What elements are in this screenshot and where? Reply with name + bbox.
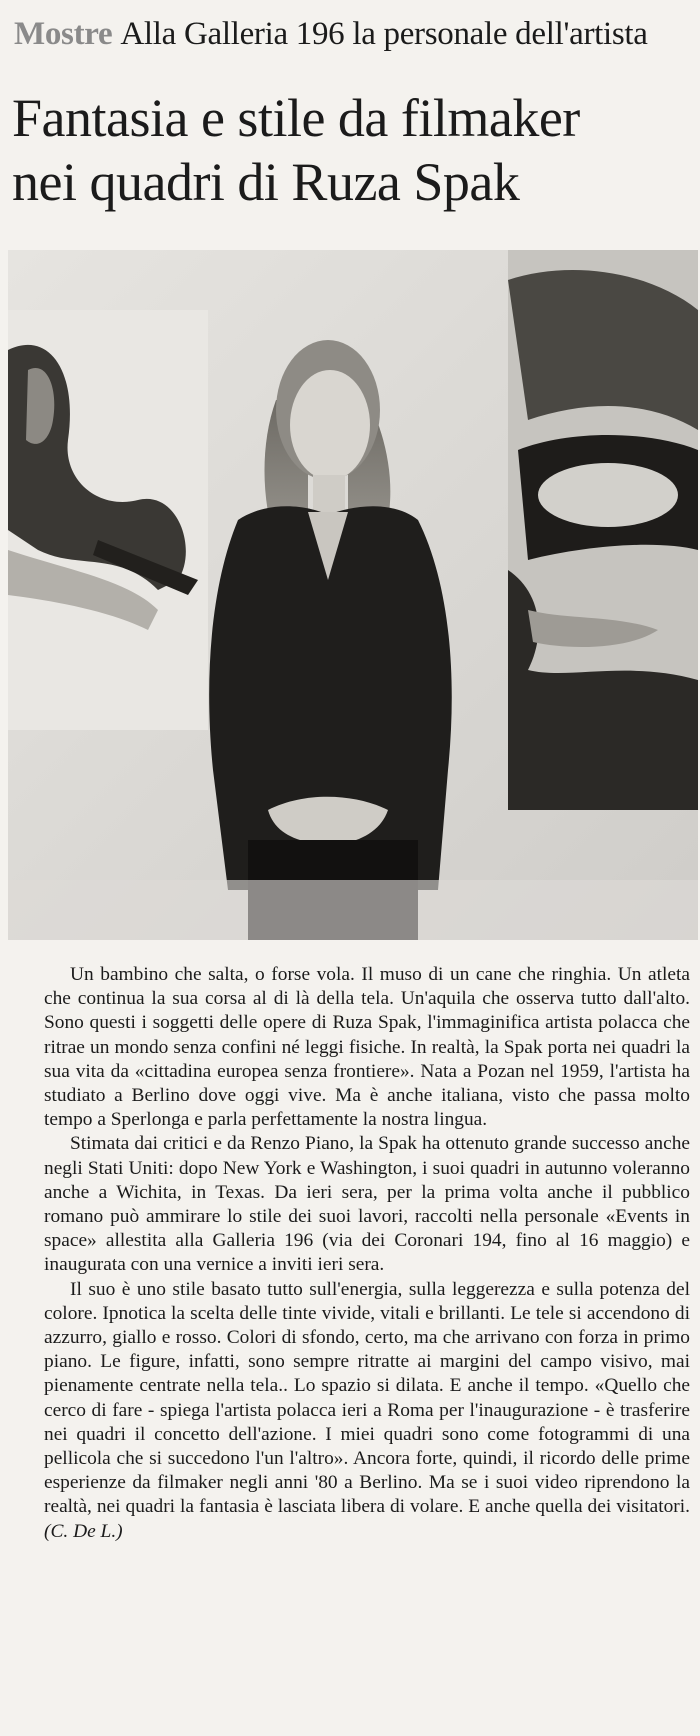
- body-paragraph-2: Stimata dai critici e da Renzo Piano, la Spak ha ottenuto grande successo anche negli Stati Uniti: dopo New York e Washington, i suoi quadri in autunno voleranno anche a Wichita, in Texas. Da ieri sera, per la prima volta anche il pubblico romano può ammirare lo stile dei suoi lavori, raccolti nella personale «Events in space» allestita alla Galleria 196 (via dei Coronari 194, fino al 16 maggio) e inaugurata con una vernice a inviti ieri sera.: [44, 1133, 690, 1276]
- headline-line-2: nei quadri di Ruza Spak: [12, 152, 520, 212]
- article-kicker: [14, 14, 694, 54]
- photo-illustration: [8, 250, 698, 940]
- section-label: Mostre: [14, 16, 113, 52]
- headline-line-1: Fantasia e stile da filmaker: [12, 88, 580, 148]
- body-paragraph-3: [44, 1278, 690, 1544]
- article-subtitle: Alla Galleria 196 la personale dell'artista: [120, 16, 648, 52]
- author-byline: (C. De L.): [44, 1520, 123, 1542]
- body-paragraph-1: Un bambino che salta, o forse vola. Il muso di un cane che ringhia. Un atleta che continua la sua corsa al di là della tela. Un'aquila che osserva tutto dall'alto. Sono questi i soggetti delle opere di Ruza Spak, l'immaginifica artista polacca che ritrae un mondo senza confini né leggi fisiche. In realtà, la Spak porta nei quadri la sua vita da «cittadina europea senza frontiere». Nata a Pozan nel 1959, l'artista ha studiato a Berlino dove oggi vive. Ma è anche italiana, visto che passa molto tempo a Sperlonga e parla perfettamente la nostra lingua.: [44, 964, 690, 1131]
- body-paragraph-3-text: Il suo è uno stile basato tutto sull'energia, sulla leggerezza e sulla potenza del colore. Ipnotica la scelta delle tinte vivide, vitali e brillanti. Le tele si accendono di azzurro, giallo e rosso. Colori di sfondo, certo, ma che arrivano con forza in primo piano. Le figure, infatti, sono sempre ritratte ai margini del campo visivo, mai pienamente centrate nella tela.. Lo spazio si dilata. E anche il tempo. «Quello che cerco di fare - spiega l'artista polacca ieri a Roma per l'inaugurazione - è trasferire nei quadri il concetto dell'azione. I miei quadri sono come fotogrammi di una pellicola che si succedono l'un l'altro». Ancora forte, quindi, il ricordo delle prime esperienze da filmaker negli anni '80 a Berlino. Ma se i suoi video riprendono la realtà, nei quadri la fantasia è lasciata libera di volare. E anche quella dei visitatori.: [44, 1278, 690, 1518]
- left-painting: [8, 310, 208, 730]
- article-body: [44, 963, 690, 1544]
- article-headline: [12, 86, 696, 214]
- article-photo: [8, 250, 698, 940]
- right-painting: [508, 250, 698, 810]
